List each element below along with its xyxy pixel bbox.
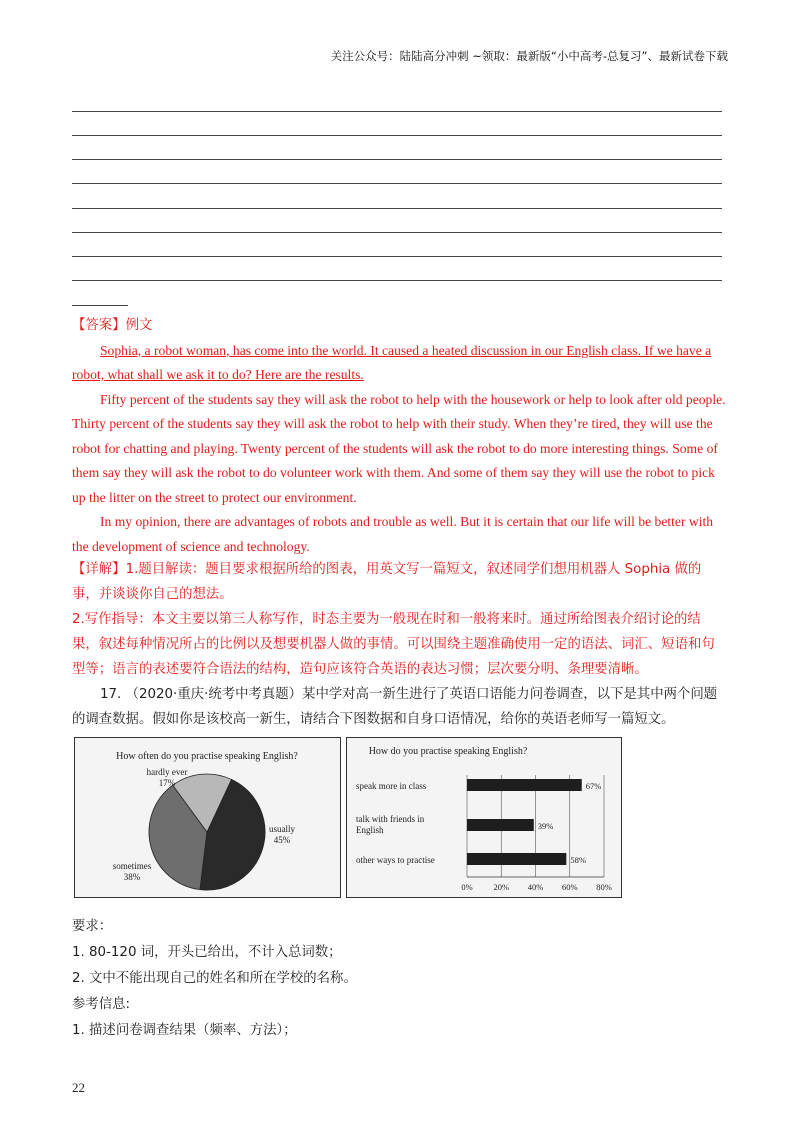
answer-para-2: Fifty percent of the students say they will ask the robot to help with the housework or help to look after old people. Thirty percent of the students say they will ask the robot to help with their study. When they’re tired, they will use the robot for chatting and playing. Twenty percent of the students will ask the robot to do more interesting things. Some of them say they will ask the robot to do volunteer work with them. And some of them say they will use the robot to pick up the litter on the street to protect our environment. (72, 391, 726, 505)
writing-line (72, 183, 722, 184)
answer-para-3: In my opinion, there are advantages of robots and trouble as well. But it is certain that our life will be better with the development of science and technology. (72, 514, 714, 554)
explain-line-2: 2.写作指导：本文主要以第三人称写作，时态主要为一般现在时和一般将来时。通过所给图表介绍讨论的结果，叙述每种情况所占的比例以及想要机器人做的事情。可以围绕主题准确使用一定的语法、词汇、短语和句型等；语言的表述要符合语法的结构，造句应该符合英语的表达习惯；层次要分明、条理要清晰。 (72, 612, 715, 677)
requirements-heading: 要求： (72, 919, 113, 934)
bar-category-label: talk with friends in (356, 814, 425, 824)
short-line (72, 305, 128, 306)
explain-label: 【详解】 (72, 562, 126, 577)
writing-line (72, 256, 722, 257)
pie-label: usually (269, 824, 295, 834)
writing-line (72, 208, 722, 209)
question-17 (72, 682, 726, 732)
bar-tick-label: 0% (461, 882, 473, 892)
bar-tick-label: 40% (527, 882, 544, 892)
bar-tick-label: 80% (596, 882, 612, 892)
writing-line (72, 280, 722, 281)
answer-section (72, 313, 726, 559)
page-number: 22 (72, 1080, 85, 1095)
survey-charts (74, 737, 622, 899)
requirement-item: 2. 文中不能出现自己的姓名和所在学校的名称。 (72, 971, 357, 986)
explain-line-1: 1.题目解读：题目要求根据所给的图表，用英文写一篇短文，叙述同学们想用机器人 Sophia 做的事，并谈谈你自己的想法。 (72, 562, 702, 602)
answer-label: 【答案】 (72, 318, 126, 333)
pie-title: How often do you practise speaking English? (116, 751, 298, 762)
answer-label-tail: 例文 (125, 318, 153, 333)
bar-2 (467, 819, 534, 831)
pie-chart (75, 738, 341, 898)
page-header: 关注公众号：陆陆高分冲刺 ~领取：最新版“小中高考-总复习”、最新试卷下载 (330, 49, 728, 63)
pie-label: sometimes (112, 861, 152, 871)
reference-heading: 参考信息: (72, 997, 131, 1012)
bar-value-label: 58% (570, 855, 586, 865)
writing-line (72, 159, 722, 160)
reference-item: 1. 描述问卷调查结果（频率、方法）； (72, 1023, 297, 1038)
bar-title: How do you practise speaking English? (368, 746, 528, 757)
bar-value-label: 39% (537, 821, 554, 831)
question-text: 17. （2020·重庆·统考中考真题）某中学对高一新生进行了英语口语能力问卷调查，以下是其中两个问题的调查数据。假如你是该校高一新生，请结合下图数据和自身口语情况，给你的英语老师写一篇短文。 (72, 687, 718, 727)
bar-category-label: speak more in class (356, 781, 427, 791)
writing-line (72, 111, 722, 112)
pie-value-label: 17% (158, 778, 176, 788)
pie-label: hardly ever (146, 767, 188, 777)
writing-line (72, 135, 722, 136)
bar-category-label: other ways to practise (356, 855, 435, 865)
pie-value-label: 45% (273, 835, 291, 845)
bar-value-label: 67% (585, 781, 602, 791)
bar-tick-label: 60% (561, 882, 578, 892)
answer-para-1: Sophia, a robot woman, has come into the world. It caused a heated discussion in our English class. If we have a robot, what shall we ask it to do? Here are the results. (72, 342, 712, 382)
requirements (72, 914, 357, 1044)
bar-1 (467, 779, 582, 791)
bar-3 (467, 853, 566, 865)
bar-chart (347, 738, 622, 898)
requirement-item: 1. 80-120 词，开头已给出，不计入总词数； (72, 945, 342, 960)
explain-section (72, 557, 726, 682)
writing-line (72, 232, 722, 233)
bar-tick-label: 20% (493, 882, 510, 892)
pie-value-label: 38% (123, 872, 141, 882)
bar-category-label: English (356, 825, 384, 835)
